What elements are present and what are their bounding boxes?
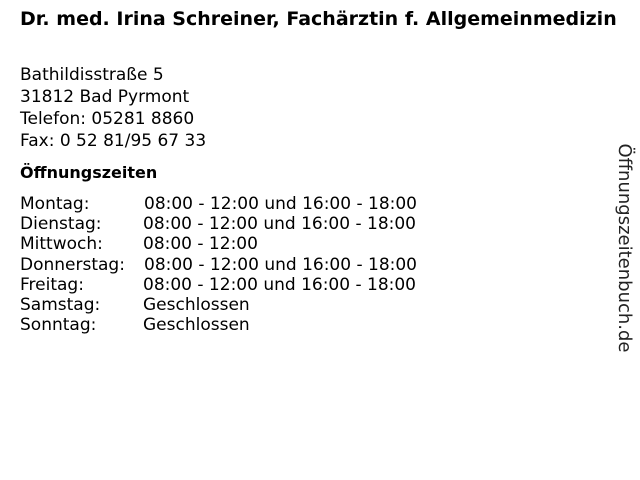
day-label: Freitag: (20, 274, 84, 295)
day-label: Dienstag: (20, 214, 102, 235)
street-address: Bathildisstraße 5 (20, 65, 164, 85)
day-label: Donnerstag: (20, 254, 125, 275)
time-value: 08:00 - 12:00 und 16:00 - 18:00 (143, 274, 416, 295)
fax-number: Fax: 0 52 81/95 67 33 (20, 131, 207, 151)
time-value: 08:00 - 12:00 und 16:00 - 18:00 (143, 214, 416, 235)
watermark-text: Öffnungszeitenbuch.de (614, 143, 635, 353)
day-label: Montag: (20, 194, 90, 214)
time-value: 08:00 - 12:00 und 16:00 - 18:00 (144, 254, 417, 275)
address-block (20, 64, 206, 152)
phone-number: Telefon: 05281 8860 (20, 109, 195, 129)
city-address: 31812 Bad Pyrmont (20, 87, 190, 107)
time-value: 08:00 - 12:00 (143, 234, 258, 255)
time-value: Geschlossen (143, 315, 250, 336)
day-label: Samstag: (20, 294, 101, 315)
opening-hours-heading: Öffnungszeiten (20, 163, 158, 182)
day-label: Sonntag: (20, 315, 97, 336)
business-name: Dr. med. Irina Schreiner, Fachärztin f. Allgemeinmedizin (20, 8, 617, 30)
day-label: Mittwoch: (20, 234, 103, 255)
time-value: Geschlossen (143, 294, 250, 315)
time-value: 08:00 - 12:00 und 16:00 - 18:00 (144, 194, 417, 214)
